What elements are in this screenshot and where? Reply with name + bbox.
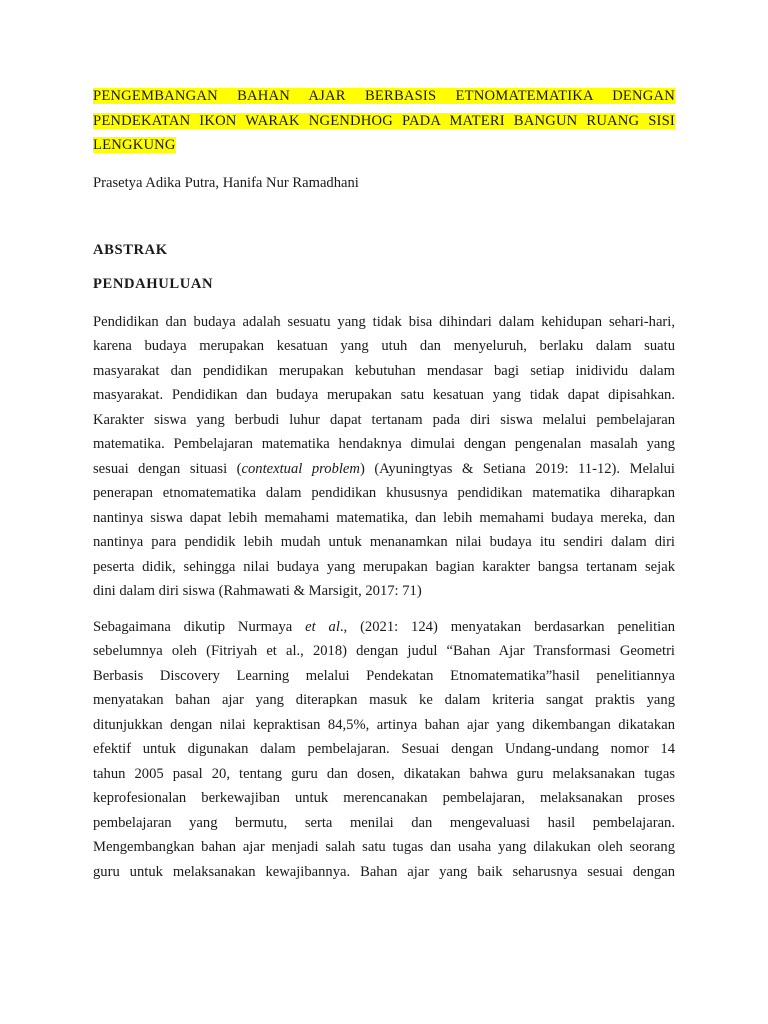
paragraph-line: Karakter siswa yang berbudi luhur dapat tertanam pada diri siswa melalui pembelajaran — [93, 411, 675, 428]
paragraph-line: Berbasis Discovery Learning melalui Pendekatan Etnomatematika”hasil penelitiannya — [93, 667, 675, 684]
italic-term: et al — [305, 618, 340, 635]
paragraph-line: ditunjukkan dengan nilai kepraktisan 84,5%, artinya bahan ajar yang dikembangan dikatakan — [93, 716, 675, 733]
paragraph-line: peserta didik, sehingga nilai budaya yang merupakan bagian karakter bangsa tertanam sejak — [93, 558, 675, 575]
paragraph-line: nantinya para pendidik lebih mudah untuk menanamkan nilai budaya itu sendiri dalam diri — [93, 534, 675, 550]
paragraph-line — [93, 457, 675, 482]
paragraph-line — [93, 615, 675, 640]
paragraph-line: karena budaya merupakan kesatuan yang utuh dan menyeluruh, berlaku dalam suatu — [93, 338, 675, 354]
italic-term: contextual problem — [241, 460, 360, 477]
text-run: Sebagaimana dikutip Nurmaya — [93, 618, 306, 635]
paragraph-line: pembelajaran yang bermutu, serta menilai dan mengevaluasi hasil pembelajaran. — [93, 814, 675, 831]
paragraph-line: Pendidikan dan budaya adalah sesuatu yang tidak bisa dihindari dalam kehidupan sehari-hari, — [93, 313, 675, 330]
paragraph-line: menyatakan bahan ajar yang diterapkan masuk ke dalam kriteria sangat praktis yang — [93, 692, 675, 708]
paragraph-line: penerapan etnomatematika dalam pendidikan khususnya pendidikan matematika diharapkan — [93, 485, 675, 501]
document-title — [93, 84, 675, 158]
title-highlight: PENGEMBANGAN BAHAN AJAR BERBASIS ETNOMATEMATIKA DENGAN PENDEKATAN IKON WARAK NGENDHOG PADA MATERI BANGUN RUANG SISI LENGKUNG — [93, 88, 675, 153]
paragraph-line: dini dalam diri siswa (Rahmawati & Marsigit, 2017: 71) — [93, 583, 422, 599]
document-page — [93, 84, 675, 884]
text-run: sesuai dengan situasi ( — [93, 460, 242, 477]
text-run: ) (Ayuningtyas & Setiana 2019: 11-12). Melalui — [359, 460, 675, 477]
paragraph-line: tahun 2005 pasal 20, tentang guru dan dosen, dikatakan bahwa guru melaksanakan tugas — [93, 765, 675, 782]
text-run: ., (2021: 124) menyatakan berdasarkan penelitian — [339, 618, 675, 635]
paragraph-line: efektif untuk digunakan dalam pembelajaran. Sesuai dengan Undang-undang nomor 14 — [93, 741, 675, 757]
paragraph-line: keprofesionalan berkewajiban untuk merencanakan pembelajaran, melaksanakan proses — [93, 790, 675, 806]
author-names: Prasetya Adika Putra, Hanifa Nur Ramadhani — [93, 174, 359, 191]
paragraph-line: nantinya siswa dapat lebih memahami matematika, dan lebih memahami budaya mereka, dan — [93, 509, 675, 526]
paragraph-line: guru untuk melaksanakan kewajibannya. Bahan ajar yang baik seharusnya sesuai dengan — [93, 863, 675, 880]
paragraph-line: sebelumnya oleh (Fitriyah et al., 2018) dengan judul “Bahan Ajar Transformasi Geometri — [93, 643, 675, 659]
paragraph-1 — [93, 310, 675, 604]
paragraph-line: Mengembangkan bahan ajar menjadi salah satu tugas dan usaha yang dilakukan oleh seorang — [93, 839, 675, 855]
paragraph-2 — [93, 615, 675, 885]
heading-abstract: ABSTRAK — [93, 241, 168, 258]
paragraph-line: masyarakat dan pendidikan merupakan kebutuhan mendasar bagi setiap inidividu dalam — [93, 362, 675, 379]
heading-introduction: PENDAHULUAN — [93, 275, 214, 292]
paragraph-line: masyarakat. Pendidikan dan budaya merupakan satu kesatuan yang tidak dapat dipisahkan. — [93, 387, 675, 403]
paragraph-line: matematika. Pembelajaran matematika hendaknya dimulai dengan pengenalan masalah yang — [93, 436, 675, 452]
